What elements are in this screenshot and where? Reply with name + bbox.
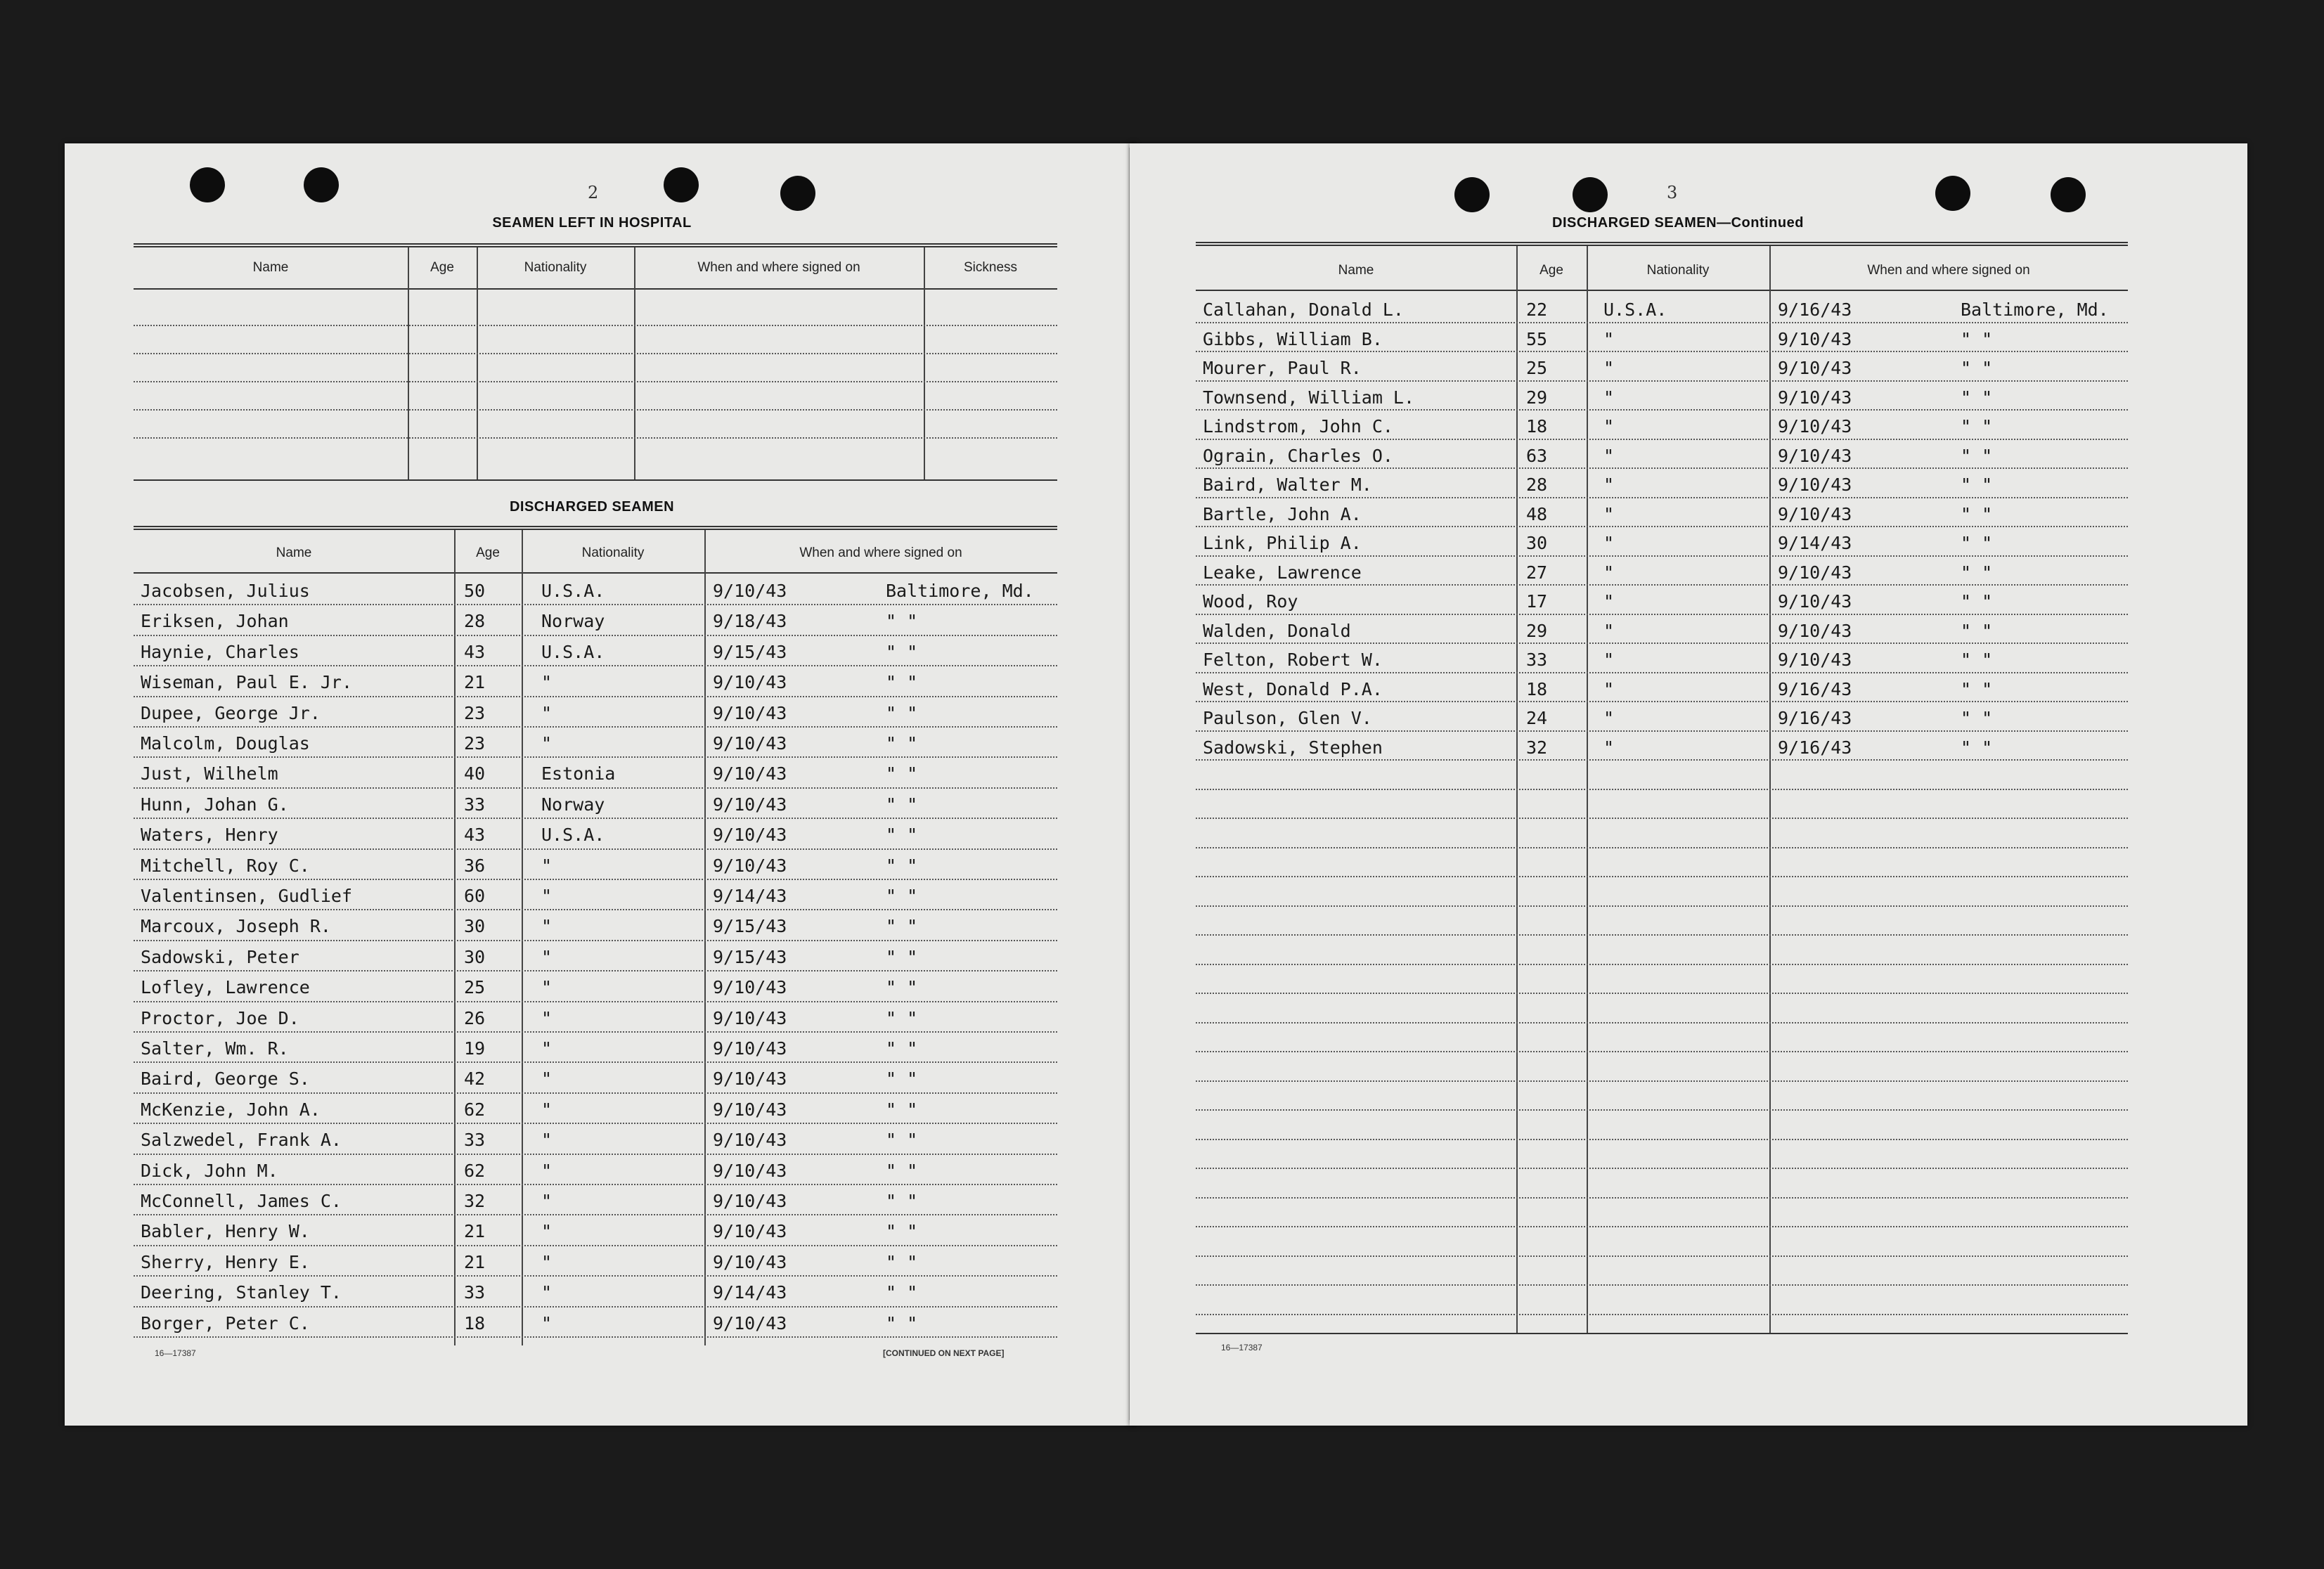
signed-on-place: " " (886, 855, 918, 876)
seaman-age: 25 (1526, 358, 1548, 378)
seaman-age: 21 (464, 672, 486, 693)
page-number: 2 (588, 183, 599, 202)
seaman-age: 27 (1526, 562, 1548, 583)
seaman-nationality: " (541, 946, 553, 967)
row-rule (1196, 1197, 2128, 1199)
seaman-age: 22 (1526, 299, 1548, 320)
row-rule (134, 696, 1057, 697)
binder-hole (2051, 177, 2086, 212)
row-rule (1196, 439, 2128, 440)
row-rule (1196, 409, 2128, 411)
seaman-age: 29 (1526, 620, 1548, 641)
seaman-nationality: " (1603, 358, 1615, 378)
seaman-age: 28 (464, 611, 486, 632)
seaman-nationality: " (541, 702, 553, 723)
seaman-age: 18 (464, 1312, 486, 1334)
seaman-name: Valentinsen, Gudlief (141, 886, 353, 906)
row-rule (134, 1123, 1057, 1124)
seaman-nationality: " (1603, 445, 1615, 466)
row-rule (1196, 614, 2128, 615)
signed-on-date: 9/10/43 (713, 1191, 787, 1211)
seaman-age: 21 (464, 1251, 486, 1272)
discharged-table (134, 526, 1057, 1410)
seaman-nationality: " (541, 1191, 553, 1211)
binder-hole (190, 167, 225, 202)
signed-on-date: 9/16/43 (1778, 299, 1852, 320)
seaman-name: Mourer, Paul R. (1203, 358, 1362, 378)
signed-on-place: " " (1961, 387, 1993, 408)
row-rule (134, 787, 1057, 789)
seaman-name: Salzwedel, Frank A. (141, 1130, 342, 1151)
seaman-name: Baird, Walter M. (1203, 474, 1372, 495)
discharged-section-title: DISCHARGED SEAMEN (509, 499, 675, 515)
signed-on-date: 9/10/43 (1778, 445, 1852, 466)
row-rule (1196, 555, 2128, 557)
signed-on-date: 9/10/43 (713, 581, 787, 601)
seaman-age: 21 (464, 1221, 486, 1242)
signed-on-date: 9/10/43 (1778, 328, 1852, 349)
row-rule (134, 970, 1057, 971)
row-rule (1196, 847, 2128, 848)
row-rule (1196, 1022, 2128, 1024)
seaman-name: Hunn, Johan G. (141, 794, 289, 815)
signed-on-date: 9/16/43 (1778, 678, 1852, 699)
seaman-nationality: " (541, 1251, 553, 1272)
signed-on-place: " " (886, 733, 918, 754)
signed-on-date: 9/14/43 (713, 1282, 787, 1303)
seaman-age: 19 (464, 1038, 486, 1059)
row-rule (1196, 467, 2128, 469)
seaman-nationality: Norway (541, 611, 605, 632)
seaman-nationality: " (1603, 328, 1615, 349)
signed-on-date: 9/10/43 (713, 1068, 787, 1090)
column-header-sickness: Sickness (963, 260, 1018, 275)
seaman-nationality: " (541, 1099, 553, 1120)
seaman-name: Mitchell, Roy C. (141, 855, 310, 876)
right-page (1130, 143, 2247, 1426)
row-rule (1196, 1051, 2128, 1052)
signed-on-date: 9/16/43 (1778, 708, 1852, 728)
binder-hole (304, 167, 339, 202)
signed-on-place: " " (1961, 620, 1993, 641)
row-rule (134, 909, 1057, 910)
seaman-age: 62 (464, 1160, 486, 1181)
seaman-name: Felton, Robert W. (1203, 650, 1383, 670)
signed-on-place: " " (886, 1282, 918, 1303)
signed-on-date: 9/10/43 (713, 855, 787, 876)
seaman-nationality: " (541, 886, 553, 906)
seaman-name: Eriksen, Johan (141, 611, 289, 632)
row-rule (1196, 818, 2128, 819)
signed-on-date: 9/10/43 (713, 672, 787, 693)
row-rule (134, 940, 1057, 941)
seaman-age: 30 (464, 916, 486, 937)
binder-hole (664, 167, 699, 202)
seaman-name: Link, Philip A. (1203, 533, 1362, 553)
seaman-age: 30 (1526, 533, 1548, 553)
seaman-age: 26 (464, 1007, 486, 1028)
row-rule (134, 604, 1057, 605)
signed-on-place: " " (1961, 503, 1993, 524)
column-header-age: Age (476, 545, 500, 560)
signed-on-date: 9/10/43 (713, 1312, 787, 1334)
seaman-age: 55 (1526, 328, 1548, 349)
seaman-name: Sherry, Henry E. (141, 1251, 310, 1272)
seaman-age: 24 (1526, 708, 1548, 728)
seaman-name: Callahan, Donald L. (1203, 299, 1404, 320)
seaman-name: Wiseman, Paul E. Jr. (141, 672, 353, 693)
form-number: 16—17387 (155, 1348, 196, 1358)
left-page (65, 143, 1137, 1426)
row-rule (134, 635, 1057, 636)
column-header-signed-on: When and where signed on (799, 545, 962, 560)
row-rule (1196, 584, 2128, 586)
signed-on-place: " " (1961, 358, 1993, 378)
seaman-age: 25 (464, 977, 486, 998)
seaman-nationality: " (541, 855, 553, 876)
seaman-age: 18 (1526, 416, 1548, 437)
row-rule (1196, 1226, 2128, 1227)
row-rule (134, 1245, 1057, 1246)
seaman-name: Haynie, Charles (141, 641, 299, 662)
seaman-name: Dupee, George Jr. (141, 702, 321, 723)
seaman-name: Malcolm, Douglas (141, 733, 310, 754)
signed-on-date: 9/10/43 (1778, 591, 1852, 612)
row-rule (134, 1061, 1057, 1063)
signed-on-place: " " (1961, 328, 1993, 349)
seaman-name: Jacobsen, Julius (141, 581, 310, 601)
row-rule (134, 726, 1057, 728)
seaman-name: Marcoux, Joseph R. (141, 916, 331, 937)
row-rule (1196, 876, 2128, 877)
row-rule (1196, 1168, 2128, 1169)
seaman-nationality: " (1603, 737, 1615, 758)
seaman-nationality: " (541, 672, 553, 693)
row-rule (1196, 1080, 2128, 1082)
seaman-nationality: Estonia (541, 763, 616, 784)
signed-on-place: " " (886, 825, 918, 846)
binder-hole (780, 176, 815, 211)
seaman-age: 23 (464, 733, 486, 754)
column-header-signed-on: When and where signed on (697, 260, 860, 275)
row-rule (134, 1214, 1057, 1215)
signed-on-date: 9/10/43 (713, 794, 787, 815)
signed-on-place: " " (886, 1251, 918, 1272)
signed-on-date: 9/10/43 (1778, 358, 1852, 378)
signed-on-date: 9/15/43 (713, 946, 787, 967)
row-rule (1196, 993, 2128, 994)
signed-on-place: " " (886, 672, 918, 693)
seaman-nationality: Norway (541, 794, 605, 815)
signed-on-place: " " (886, 1038, 918, 1059)
signed-on-date: 9/10/43 (713, 763, 787, 784)
signed-on-date: 9/15/43 (713, 916, 787, 937)
signed-on-place: " " (1961, 650, 1993, 670)
signed-on-date: 9/10/43 (713, 1007, 787, 1028)
column-header-age: Age (430, 260, 454, 275)
seaman-name: Leake, Lawrence (1203, 562, 1362, 583)
seaman-age: 48 (1526, 503, 1548, 524)
row-rule (134, 1306, 1057, 1308)
seaman-nationality: " (541, 1221, 553, 1242)
signed-on-place: " " (886, 977, 918, 998)
signed-on-date: 9/10/43 (713, 1130, 787, 1151)
seaman-age: 33 (464, 1282, 486, 1303)
signed-on-place: " " (1961, 562, 1993, 583)
seaman-nationality: " (541, 1160, 553, 1181)
seaman-name: Wood, Roy (1203, 591, 1298, 612)
binder-hole (1935, 176, 1970, 211)
signed-on-date: 9/10/43 (1778, 650, 1852, 670)
seaman-name: Paulson, Glen V. (1203, 708, 1372, 728)
row-rule (134, 879, 1057, 880)
column-header-age: Age (1539, 263, 1563, 278)
signed-on-place: " " (1961, 591, 1993, 612)
seaman-name: West, Donald P.A. (1203, 678, 1383, 699)
seaman-nationality: U.S.A. (541, 581, 605, 601)
seaman-age: 32 (1526, 737, 1548, 758)
seaman-nationality: " (1603, 678, 1615, 699)
row-rule (134, 1031, 1057, 1033)
seaman-nationality: " (1603, 591, 1615, 612)
seaman-age: 42 (464, 1068, 486, 1090)
row-rule (1196, 672, 2128, 673)
signed-on-date: 9/10/43 (1778, 562, 1852, 583)
seaman-name: Proctor, Joe D. (141, 1007, 299, 1028)
seaman-name: Borger, Peter C. (141, 1312, 310, 1334)
signed-on-place: Baltimore, Md. (1961, 299, 2109, 320)
seaman-age: 18 (1526, 678, 1548, 699)
signed-on-place: " " (886, 1312, 918, 1334)
row-rule (1196, 351, 2128, 352)
signed-on-place: " " (886, 1068, 918, 1090)
signed-on-place: " " (886, 1099, 918, 1120)
seaman-age: 50 (464, 581, 486, 601)
signed-on-place: " " (886, 641, 918, 662)
seaman-nationality: " (541, 1312, 553, 1334)
signed-on-date: 9/10/43 (1778, 387, 1852, 408)
row-rule (134, 1336, 1057, 1338)
seaman-name: McConnell, James C. (141, 1191, 342, 1211)
discharged-continued-title: DISCHARGED SEAMEN—Continued (1552, 215, 1804, 231)
seaman-name: Dick, John M. (141, 1160, 278, 1181)
row-rule (1196, 497, 2128, 498)
seaman-nationality: " (541, 916, 553, 937)
seaman-name: Ograin, Charles O. (1203, 445, 1393, 466)
signed-on-date: 9/10/43 (1778, 416, 1852, 437)
row-rule (1196, 1255, 2128, 1257)
row-rule (134, 848, 1057, 850)
seaman-age: 23 (464, 702, 486, 723)
seaman-age: 43 (464, 641, 486, 662)
seaman-age: 40 (464, 763, 486, 784)
seaman-name: Babler, Henry W. (141, 1221, 310, 1242)
seaman-nationality: " (541, 1130, 553, 1151)
seaman-name: Gibbs, William B. (1203, 328, 1383, 349)
signed-on-place: " " (886, 702, 918, 723)
seaman-name: Lindstrom, John C. (1203, 416, 1393, 437)
signed-on-place: " " (886, 1221, 918, 1242)
seaman-name: Just, Wilhelm (141, 763, 278, 784)
seaman-age: 62 (464, 1099, 486, 1120)
signed-on-place: " " (886, 763, 918, 784)
seaman-nationality: " (1603, 533, 1615, 553)
signed-on-date: 9/10/43 (713, 977, 787, 998)
column-header-name: Name (1338, 263, 1374, 278)
seaman-name: Baird, George S. (141, 1068, 310, 1090)
signed-on-place: " " (1961, 533, 1993, 553)
seaman-age: 43 (464, 825, 486, 846)
seaman-nationality: " (1603, 620, 1615, 641)
row-rule (1196, 1284, 2128, 1286)
seaman-age: 60 (464, 886, 486, 906)
row-rule (134, 1001, 1057, 1002)
signed-on-place: Baltimore, Md. (886, 581, 1034, 601)
seaman-nationality: " (1603, 416, 1615, 437)
row-rule (1196, 905, 2128, 907)
seaman-age: 33 (464, 1130, 486, 1151)
signed-on-date: 9/10/43 (713, 733, 787, 754)
row-rule (134, 1184, 1057, 1185)
seaman-nationality: " (1603, 503, 1615, 524)
signed-on-date: 9/16/43 (1778, 737, 1852, 758)
signed-on-place: " " (1961, 737, 1993, 758)
column-header-nationality: Nationality (1646, 263, 1710, 278)
row-rule (134, 665, 1057, 666)
signed-on-place: " " (886, 1160, 918, 1181)
column-header-signed-on: When and where signed on (1867, 263, 2030, 278)
seaman-name: Bartle, John A. (1203, 503, 1362, 524)
column-header-nationality: Nationality (581, 545, 645, 560)
seaman-nationality: " (541, 1068, 553, 1090)
seaman-nationality: U.S.A. (541, 825, 605, 846)
seaman-nationality: U.S.A. (541, 641, 605, 662)
seaman-name: McKenzie, John A. (141, 1099, 321, 1120)
column-header-name: Name (252, 260, 289, 275)
seaman-nationality: " (1603, 708, 1615, 728)
row-rule (134, 1092, 1057, 1094)
signed-on-date: 9/10/43 (1778, 503, 1852, 524)
row-rule (1196, 643, 2128, 644)
page-number: 3 (1667, 183, 1678, 202)
seaman-name: Deering, Stanley T. (141, 1282, 342, 1303)
row-rule (1196, 1109, 2128, 1111)
row-rule (134, 1275, 1057, 1277)
row-rule (1196, 759, 2128, 761)
discharged-continued-table (1196, 242, 2128, 1338)
seaman-nationality: " (541, 1282, 553, 1303)
seaman-nationality: " (541, 1038, 553, 1059)
column-header-nationality: Nationality (524, 260, 587, 275)
signed-on-date: 9/10/43 (713, 825, 787, 846)
row-rule (1196, 730, 2128, 732)
seaman-nationality: " (1603, 474, 1615, 495)
column-header-name: Name (276, 545, 312, 560)
signed-on-place: " " (1961, 678, 1993, 699)
signed-on-place: " " (886, 916, 918, 937)
hospital-table (134, 243, 1057, 482)
continued-note: [CONTINUED ON NEXT PAGE] (883, 1348, 1005, 1358)
seaman-name: Salter, Wm. R. (141, 1038, 289, 1059)
row-rule (1196, 1139, 2128, 1140)
signed-on-date: 9/10/43 (1778, 620, 1852, 641)
seaman-name: Townsend, William L. (1203, 387, 1415, 408)
row-rule (134, 1154, 1057, 1155)
seaman-nationality: " (541, 977, 553, 998)
row-rule (1196, 322, 2128, 323)
seaman-age: 29 (1526, 387, 1548, 408)
seaman-nationality: U.S.A. (1603, 299, 1667, 320)
signed-on-place: " " (886, 946, 918, 967)
seaman-nationality: " (1603, 650, 1615, 670)
row-rule (1196, 701, 2128, 702)
signed-on-place: " " (886, 794, 918, 815)
seaman-age: 32 (464, 1191, 486, 1211)
seaman-age: 17 (1526, 591, 1548, 612)
seaman-nationality: " (1603, 562, 1615, 583)
hospital-section-title: SEAMEN LEFT IN HOSPITAL (492, 215, 692, 231)
seaman-name: Waters, Henry (141, 825, 278, 846)
signed-on-date: 9/14/43 (1778, 533, 1852, 553)
signed-on-place: " " (886, 1007, 918, 1028)
signed-on-date: 9/10/43 (1778, 474, 1852, 495)
row-rule (1196, 789, 2128, 790)
row-rule (134, 756, 1057, 758)
seaman-age: 30 (464, 946, 486, 967)
seaman-nationality: " (541, 1007, 553, 1028)
signed-on-date: 9/10/43 (713, 1038, 787, 1059)
row-rule (1196, 526, 2128, 527)
signed-on-date: 9/10/43 (713, 1251, 787, 1272)
seaman-nationality: " (1603, 387, 1615, 408)
seaman-age: 36 (464, 855, 486, 876)
signed-on-date: 9/10/43 (713, 1160, 787, 1181)
signed-on-date: 9/14/43 (713, 886, 787, 906)
row-rule (134, 818, 1057, 819)
row-rule (1196, 1314, 2128, 1315)
seaman-age: 63 (1526, 445, 1548, 466)
signed-on-place: " " (886, 611, 918, 632)
signed-on-place: " " (886, 886, 918, 906)
seaman-name: Sadowski, Stephen (1203, 737, 1383, 758)
seaman-age: 33 (1526, 650, 1548, 670)
row-rule (1196, 934, 2128, 936)
signed-on-place: " " (886, 1191, 918, 1211)
signed-on-place: " " (1961, 416, 1993, 437)
signed-on-date: 9/10/43 (713, 702, 787, 723)
seaman-nationality: " (541, 733, 553, 754)
signed-on-date: 9/10/43 (713, 1221, 787, 1242)
row-rule (1196, 964, 2128, 965)
signed-on-date: 9/15/43 (713, 641, 787, 662)
seaman-age: 28 (1526, 474, 1548, 495)
binder-hole (1454, 177, 1490, 212)
seaman-name: Sadowski, Peter (141, 946, 299, 967)
signed-on-place: " " (1961, 708, 1993, 728)
signed-on-date: 9/18/43 (713, 611, 787, 632)
signed-on-place: " " (1961, 445, 1993, 466)
signed-on-place: " " (1961, 474, 1993, 495)
seaman-name: Lofley, Lawrence (141, 977, 310, 998)
seaman-age: 33 (464, 794, 486, 815)
signed-on-date: 9/10/43 (713, 1099, 787, 1120)
seaman-name: Walden, Donald (1203, 620, 1351, 641)
row-rule (1196, 380, 2128, 382)
form-number: 16—17387 (1221, 1343, 1263, 1352)
binder-hole (1573, 177, 1608, 212)
signed-on-place: " " (886, 1130, 918, 1151)
